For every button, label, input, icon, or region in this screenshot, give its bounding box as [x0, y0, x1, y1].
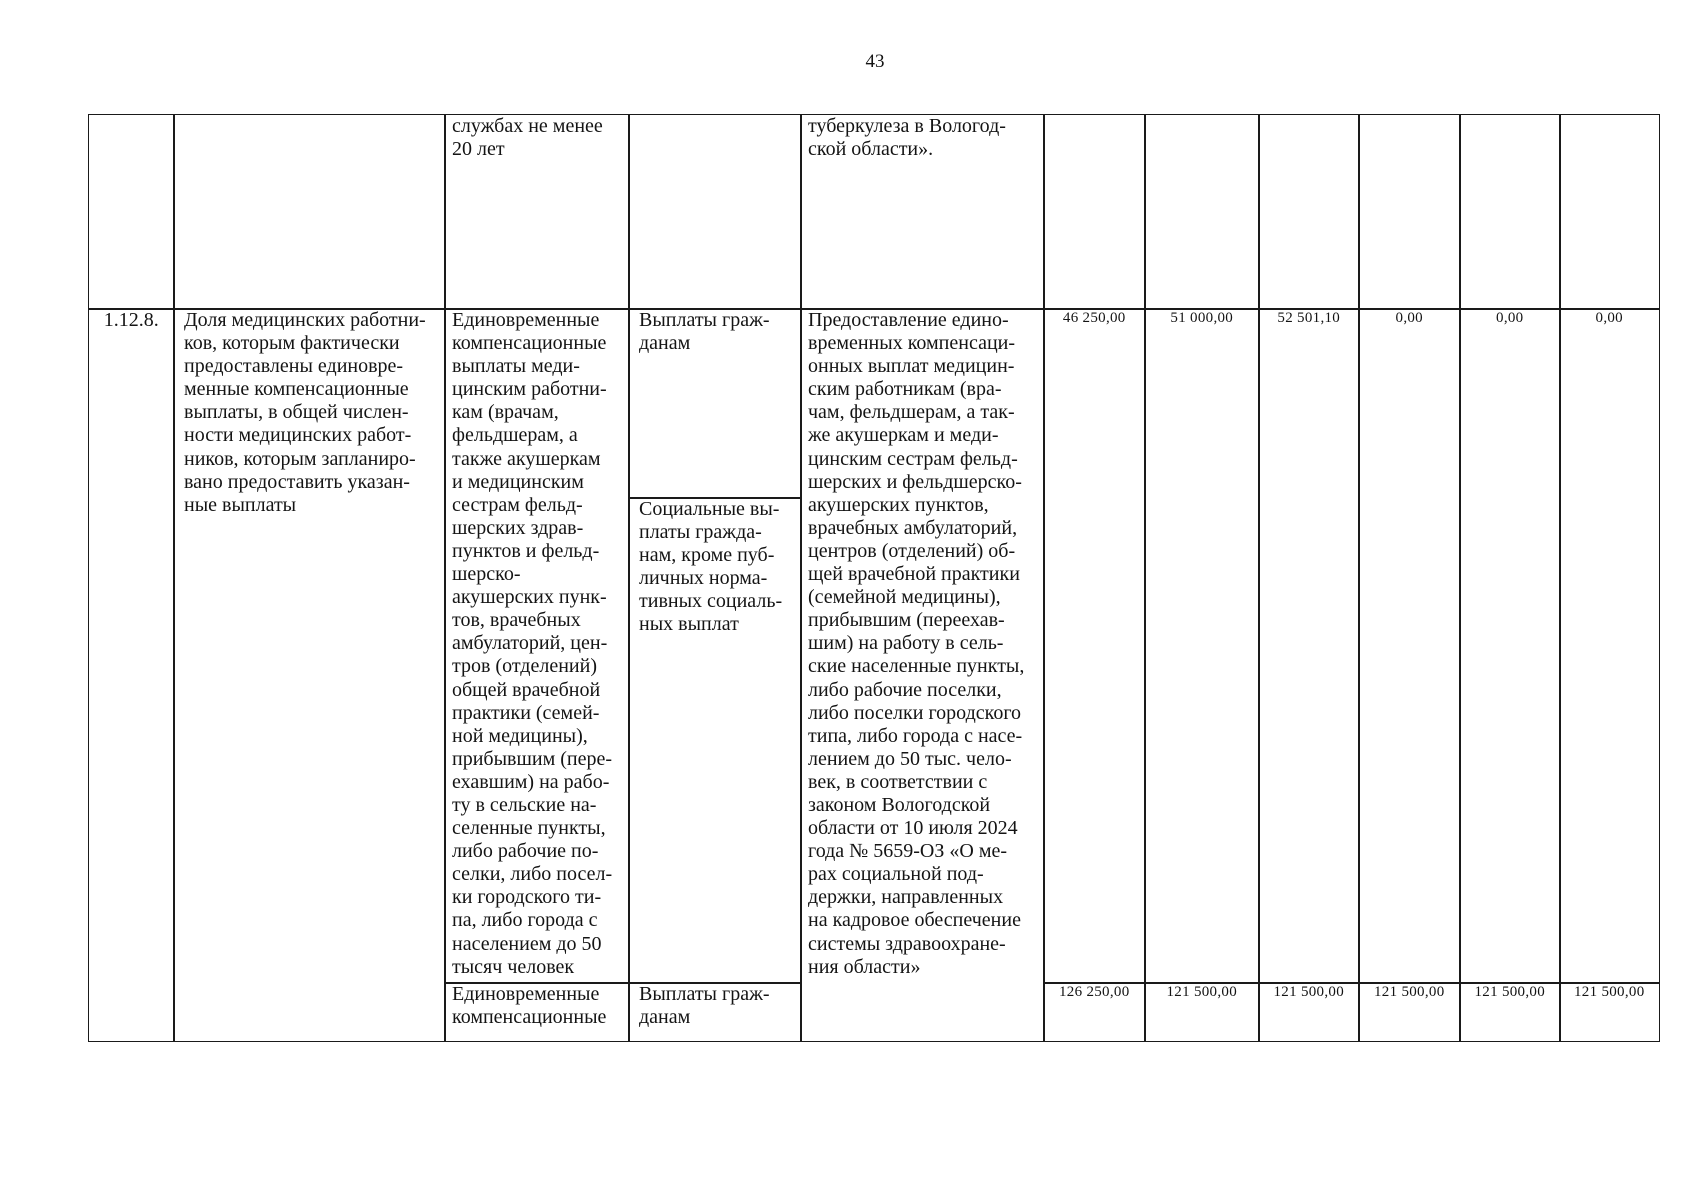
page-number: 43 [865, 51, 885, 72]
cell-payment-type-3: Выплаты граж- данам [628, 982, 802, 1042]
value-cell: 52 501,10 [1258, 308, 1360, 984]
cell-measure-2: Единовременные компенсационные [444, 982, 630, 1042]
cell-measure-continued: службах не менее 20 лет [444, 114, 630, 310]
value-cell: 126 250,00 [1043, 982, 1146, 1042]
row-number: 1.12.8. [88, 308, 175, 1042]
value-cell: 0,00 [1559, 308, 1660, 984]
value-cell: 121 500,00 [1358, 982, 1461, 1042]
value-cell: 0,00 [1358, 308, 1461, 984]
empty-cell [1459, 114, 1561, 310]
value-cell: 121 500,00 [1144, 982, 1260, 1042]
empty-cell [88, 114, 175, 310]
empty-cell [1258, 114, 1360, 310]
cell-payment-type-1: Выплаты граж- данам [628, 308, 802, 499]
empty-cell [1144, 114, 1260, 310]
empty-cell [173, 114, 446, 310]
value-cell: 0,00 [1459, 308, 1561, 984]
cell-measure-1: Единовременные компенсационные выплаты меди- цинским работни- кам (врачам, фельдшерам, а также акушеркам и медицинским сестрам фельд- шерских здрав- пунктов и фельд- шерско- акушерских пунк- тов, врачебных амбулаторий, цен- тров (отделений) общей врачебной практики (семей- ной медицины), прибывшим (пере- ехавшим) на рабо- ту в сельские на- селенные пункты, либо рабочие по- селки, либо посел- ки городского ти- па, либо города с населением до 50 тысяч человек [444, 308, 630, 984]
cell-indicator: Доля медицинских работни- ков, которым фактически предоставлены единовре- менные компенсационные выплаты, в общей числен- ности медицинских работ- ников, которым запланиро- вано предоставить указан- ные выплаты [173, 308, 446, 1042]
value-cell: 121 500,00 [1258, 982, 1360, 1042]
value-cell: 46 250,00 [1043, 308, 1146, 984]
empty-cell [1358, 114, 1461, 310]
value-cell: 51 000,00 [1144, 308, 1260, 984]
empty-cell [1559, 114, 1660, 310]
value-cell: 121 500,00 [1559, 982, 1660, 1042]
value-cell: 121 500,00 [1459, 982, 1561, 1042]
empty-cell [1043, 114, 1146, 310]
cell-description: Предоставление едино- временных компенсаци- онных выплат медицин- ским работникам (вра- чам, фельдшерам, а так- же акушеркам и меди- цинским сестрам фельд- шерских и фельдшерско- акушерских пунктов, врачебных амбулаторий, центров (отделений) об- щей врачебной практики (семейной медицины), прибывшим (переехав- шим) на работу в сель- ские населенные пункты, либо рабочие поселки, либо поселки городского типа, либо города с насе- лением до 50 тыс. чело- век, в соответствии с законом Вологодской области от 10 июля 2024 года № 5659-ОЗ «О ме- рах социальной под- держки, направленных на кадровое обеспечение системы здравоохране- ния области» [800, 308, 1045, 1042]
cell-payment-type-2: Социальные вы- платы гражда- нам, кроме пуб- личных норма- тивных социаль- ных выплат [628, 497, 802, 984]
empty-cell [628, 114, 802, 310]
cell-description-continued: туберкулеза в Вологод- ской области». [800, 114, 1045, 310]
